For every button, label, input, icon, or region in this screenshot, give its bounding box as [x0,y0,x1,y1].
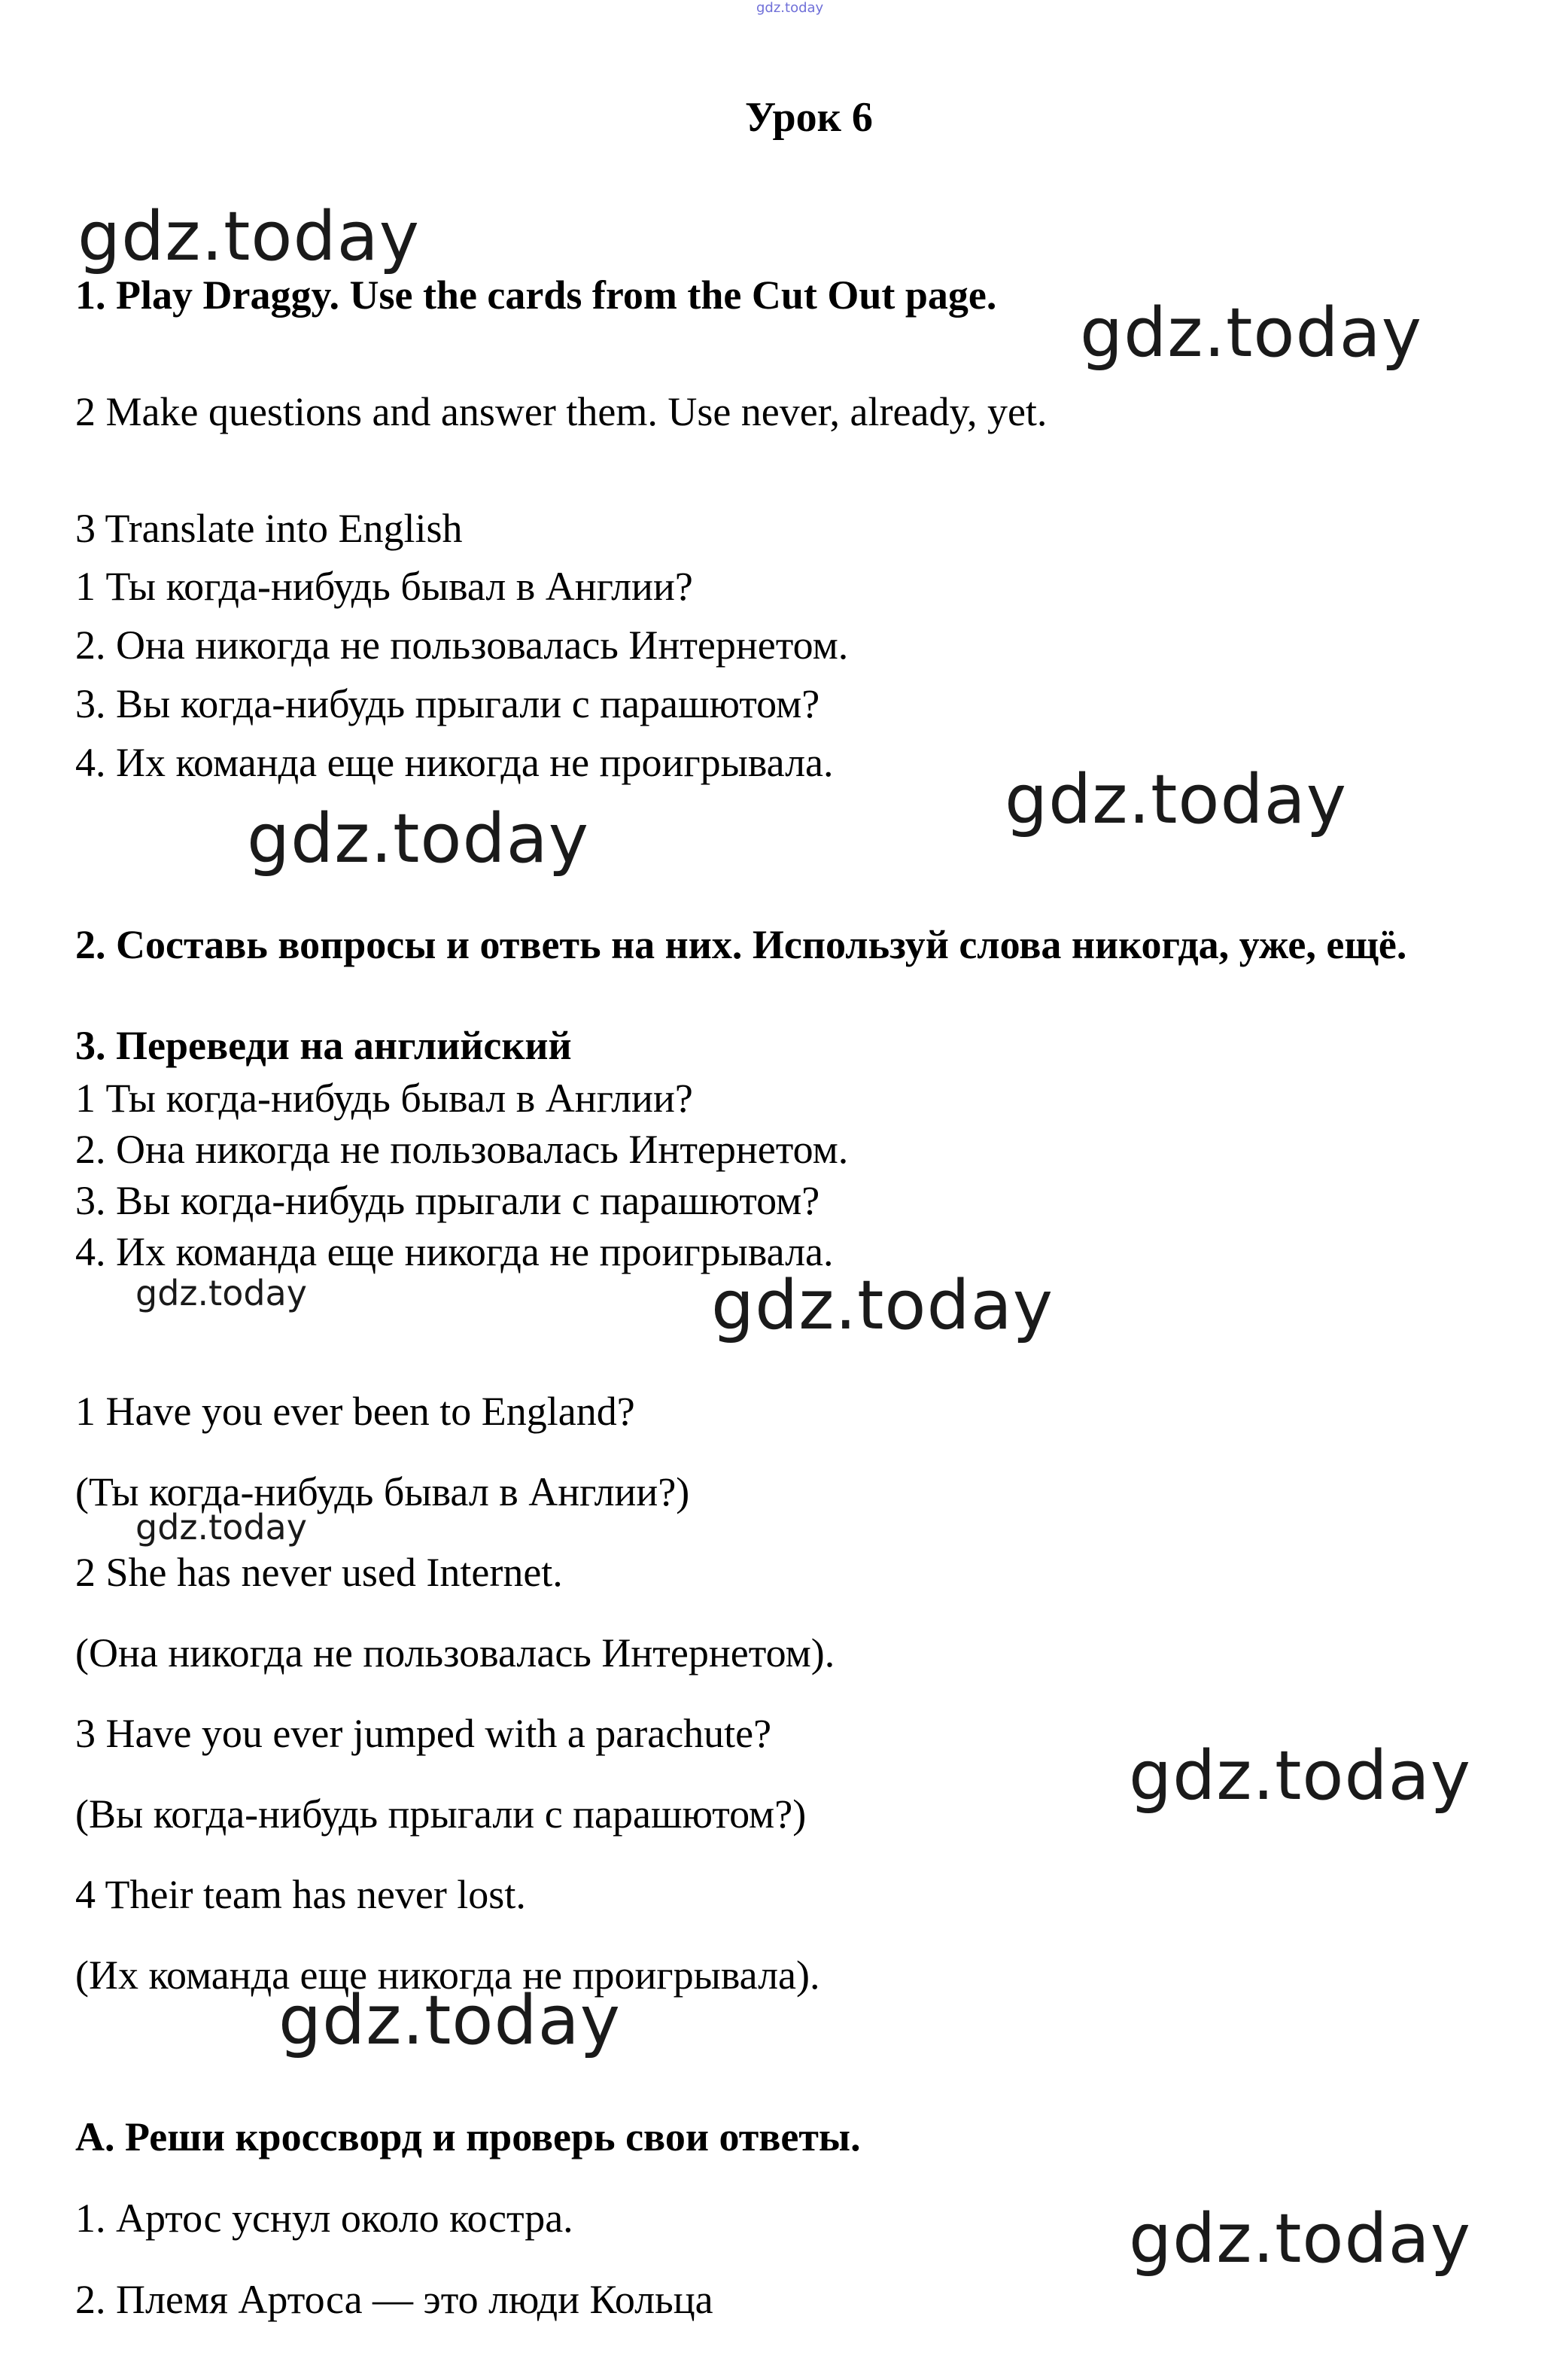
task-2-instruction: 2 Make questions and answer them. Use never, already, yet. [75,389,1048,434]
crossword-item-1: 1. Артос уснул около костра. [75,2196,573,2241]
watermark: gdz.today [711,1266,1054,1345]
answer-4-english: 4 Their team has never lost. [75,1872,526,1917]
task-3-instruction: 3 Translate into English [75,506,463,551]
russian-sentence-1: 1 Ты когда-нибудь бывал в Англии? [75,1076,693,1121]
sentence-3: 3. Вы когда-нибудь прыгали с парашютом? [75,681,820,726]
page-title: Урок 6 [745,94,873,141]
answer-1-russian: (Ты когда-нибудь бывал в Англии?) [75,1469,690,1514]
answer-2-english: 2 She has never used Internet. [75,1550,563,1595]
answer-1-english: 1 Have you ever been to England? [75,1389,635,1434]
russian-sentence-2: 2. Она никогда не пользовалась Интернетом. [75,1127,849,1172]
sentence-2: 2. Она никогда не пользовалась Интернетом. [75,622,849,668]
answer-3-russian: (Вы когда-нибудь прыгали с парашютом?) [75,1791,807,1837]
russian-sentence-3: 3. Вы когда-нибудь прыгали с парашютом? [75,1178,820,1223]
answer-4-russian: (Их команда еще никогда не проигрывала). [75,1952,820,1998]
watermark: gdz.today [278,1981,622,2060]
watermark: gdz.today [135,1507,307,1548]
watermark: gdz.today [247,799,590,878]
task-3-russian-heading: 3. Переведи на английский [75,1023,572,1068]
answer-3-english: 3 Have you ever jumped with a parachute? [75,1711,772,1756]
watermark: gdz.today [1080,294,1423,373]
crossword-item-2: 2. Племя Артоса — это люди Кольца [75,2277,713,2322]
watermark: gdz.today [135,1273,307,1313]
sentence-4: 4. Их команда еще никогда не проигрывала. [75,740,834,785]
watermark: gdz.today [78,197,421,276]
watermark: gdz.today [1129,1736,1472,1815]
task-2-russian-heading: 2. Составь вопросы и ответь на них. Используй слова никогда, уже, ещё. [75,922,1407,967]
sentence-1: 1 Ты когда-нибудь бывал в Англии? [75,564,693,609]
russian-sentence-4: 4. Их команда еще никогда не проигрывала. [75,1229,834,1274]
section-a-heading: А. Реши кроссворд и проверь свои ответы. [75,2114,861,2159]
watermark: gdz.today [1005,760,1348,839]
top-watermark: gdz.today [756,0,824,16]
task-1-heading: 1. Play Draggy. Use the cards from the Cut Out page. [75,272,997,318]
watermark: gdz.today [1129,2199,1472,2278]
answer-2-russian: (Она никогда не пользовалась Интернетом). [75,1630,835,1675]
